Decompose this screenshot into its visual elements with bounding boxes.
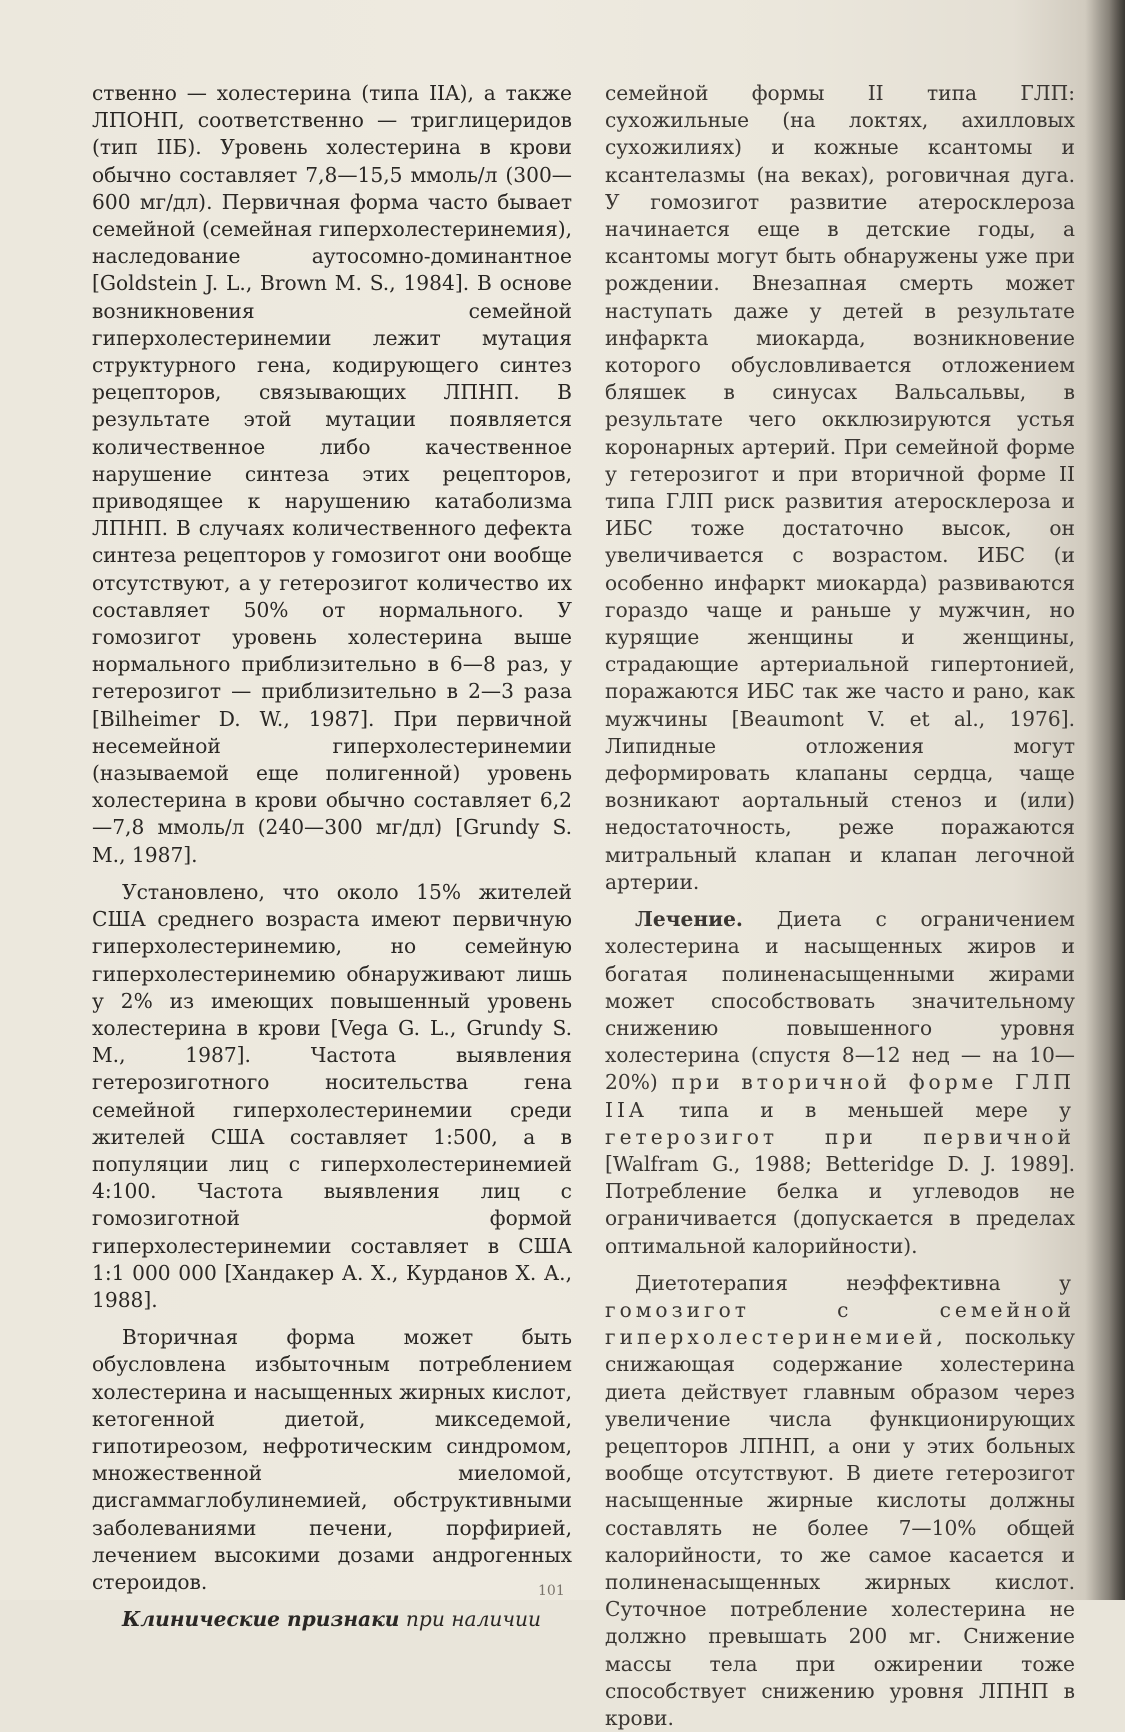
left-paragraph-1: ственно — холестерина (типа IIA), а также ЛПОНП, соответственно — триглицеридов (тип IIБ). Уровень холестерина в крови обычно составляет 7,8—15,5 ммоль/л (300—600 мг/дл). Первичная форма часто бывает семейной (семейная гиперхолестеринемия), наследование аутосомно-доминантное [Goldstein J. L., Brown M. S., 1984]. В основе возникновения семейной гиперхолестеринемии лежит мутация структурного гена, кодирующего синтез рецепторов, связывающих ЛПНП. В результате этой мутации появляется количественное либо качественное нарушение синтеза этих рецепторов, приводящее к нарушению катаболизма ЛПНП. В случаях количественного дефекта синтеза рецепторов у гомозигот они вообще отсутствуют, а у гетерозигот количество их составляет 50% от нормального. У гомозигот уровень холестерина выше нормального приблизительно в 6—8 раз, у гетерозигот — приблизительно в 2—3 раза [Bilheimer D. W., 1987]. При первичной несемейной гиперхолестеринемии (называемой еще полигенной) уровень холестерина в крови обычно составляет 6,2—7,8 ммоль/л (240—300 мг/дл) [Grundy S. M., 1987]. xyxy=(92,81,572,867)
treatment-paragraph xyxy=(605,906,1075,1260)
treatment-spaced-2: у гетерозигот при первичной xyxy=(605,1097,1075,1149)
right-paragraph-1: семейной формы II типа ГЛП: сухожильные (на локтях, ахилловых сухожилиях) и кожные ксантомы и ксантелазмы (на веках), роговичная дуга. У гомозигот развитие атеросклероза начинается еще в детские годы, а ксантомы могут быть обнаружены уже при рождении. Внезапная смерть может наступать даже у детей в результате инфаркта миокарда, возникновение которого обусловливается отложением бляшек в синусах Вальсальвы, в результате чего окклюзируются устья коронарных артерий. При семейной форме у гетерозигот и при вторичной форме II типа ГЛП риск развития атеросклероза и ИБС тоже достаточно высок, он увеличивается с возрастом. ИБС (и особенно инфаркт миокарда) развиваются гораздо чаще и раньше у мужчин, но курящие женщины и женщины, страдающие артериальной гипертонией, поражаются ИБС так же часто и рано, как мужчины [Beaumont V. et al., 1976]. Липидные отложения могут деформировать клапаны сердца, чаще возникают аортальный стеноз и (или) недостаточность, реже поражаются митральный клапан и клапан легочной артерии. xyxy=(605,81,1075,894)
treatment-spaced-1: при вторичной форме ГЛП IIA xyxy=(605,1070,1076,1122)
diet-text-a: Диетотерапия неэффективна xyxy=(635,1270,1001,1295)
page-number: 101 xyxy=(538,1583,565,1599)
left-paragraph-2: Установлено, что около 15% жителей США среднего возраста имеют первичную гиперхолестеринемию, но семейную гиперхолестеринемию обнаруживают лишь у 2% из имеющих повышенный уровень холестерина в крови [Vega G. L., Grundy S. M., 1987]. Частота выявления гетерозиготного носительства гена семейной гиперхолестеринемии среди жителей США составляет 1:500, а в популяции лиц с гиперхолестеринемией 4:100. Частота выявления лиц с гомозиготной формой гиперхолестеринемии составляет в США 1:1 000 000 [Хандакер А. Х., Курданов Х. А., 1988]. xyxy=(92,879,572,1312)
left-paragraph-3: Вторичная форма может быть обусловлена избыточным потреблением холестерина и насыщенных жирных кислот, кетогенной диетой, микседемой, гипотиреозом, нефротическим синдромом, множественной миеломой, дисгаммаглобулинемией, обструктивными заболеваниями печени, порфирией, лечением высокими дозами андрогенных стероидов. xyxy=(92,1325,572,1594)
right-column xyxy=(605,80,1075,1732)
left-paragraph-4 xyxy=(92,1606,572,1633)
page-edge-shadow xyxy=(1085,0,1125,1600)
diet-spaced: у гомозигот с семейной гиперхолестеринемией, xyxy=(605,1270,1075,1350)
diet-paragraph xyxy=(605,1270,1075,1732)
left-column xyxy=(92,80,572,1633)
treatment-heading: Лечение. xyxy=(635,907,743,932)
clinical-signs-heading: Клинические признаки xyxy=(122,1607,400,1632)
treatment-text-a: Диета с ограничением холестерина и насыщенных жиров и богатая полиненасыщенными жирами может способствовать значительному снижению повышенного уровня холестерина (спустя 8—12 нед — на 10—20%) xyxy=(605,907,1075,1095)
treatment-text-b: типа и в меньшей мере xyxy=(678,1097,1028,1122)
diet-text-b: поскольку снижающая содержание холестерина диета действует главным образом через увеличение числа функционирующих рецепторов ЛПНП, а они у этих больных вообще отсутствуют. В диете гетерозигот насыщенные жирные кислоты должны составлять не более 7—10% общей калорийности, то же самое касается и полиненасыщенных жирных кислот. Суточное потребление холестерина не должно превышать 200 мг. Снижение массы тела при ожирении тоже способствует снижению уровня ЛПНП в крови. xyxy=(605,1325,1075,1730)
treatment-text-c: [Walfram G., 1988; Betteridge D. J. 1989]. Потребление белка и углеводов не ограничивается (допускается в пределах оптимальной калорийности). xyxy=(605,1151,1075,1258)
clinical-signs-tail: при наличии xyxy=(405,1607,541,1632)
